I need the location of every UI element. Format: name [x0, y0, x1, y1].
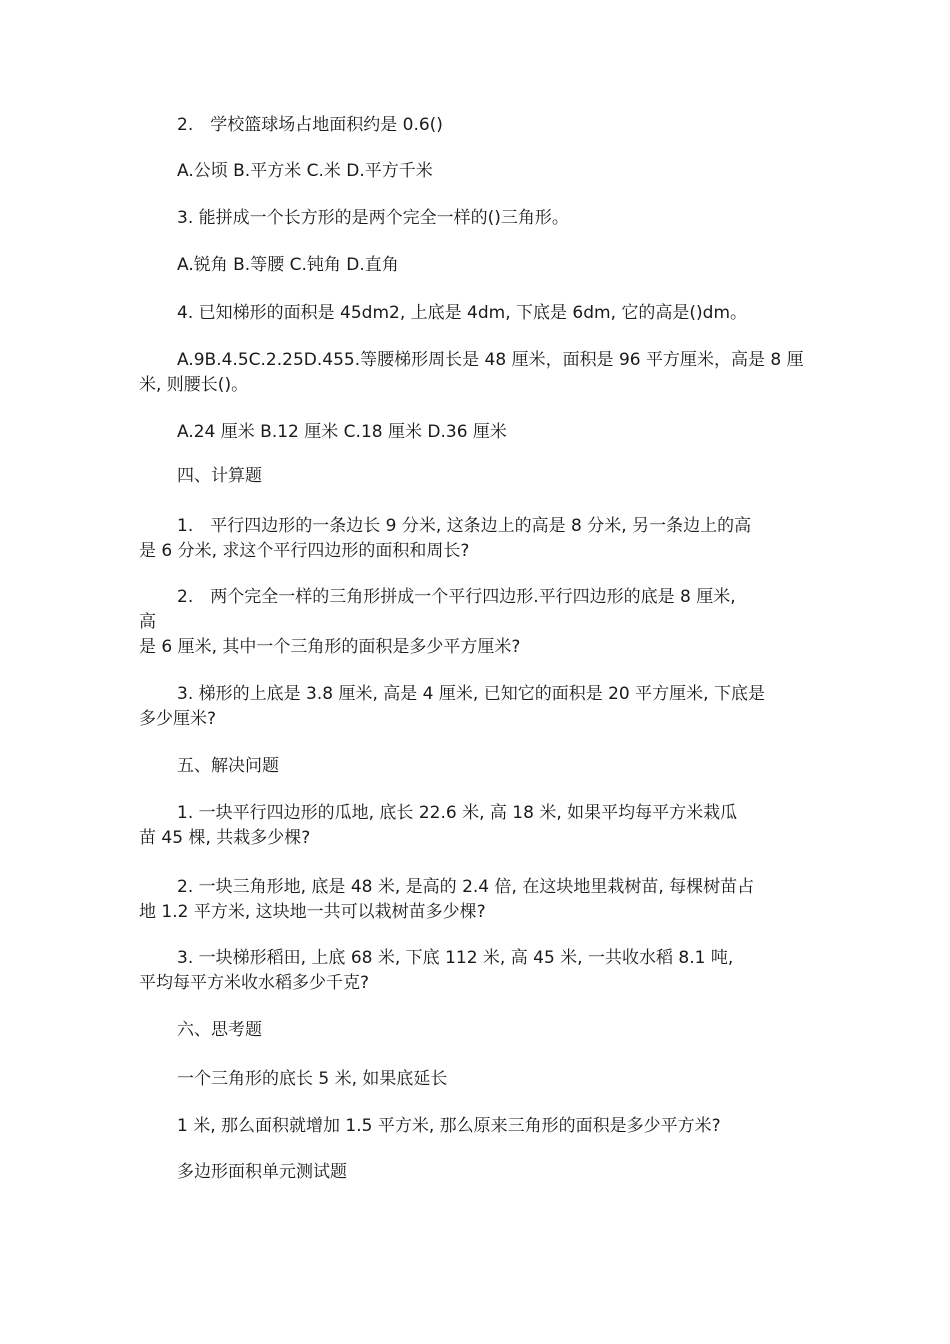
text-line: A.公顷 B.平方米 C.米 D.平方千米: [177, 161, 433, 181]
question-2-basketball-court: [139, 113, 823, 138]
calc-2-triangles: [139, 585, 823, 660]
question-2-options: [139, 159, 823, 184]
section-heading-calculation: [139, 464, 823, 489]
section-heading-problem-solving: [139, 754, 823, 779]
text-line: 六、思考题: [177, 1020, 262, 1040]
text-line: A.9B.4.5C.2.25D.455.等腰梯形周长是 48 厘米，面积是 96 平方厘米，高是 8 厘: [177, 350, 804, 370]
text-line: 4. 已知梯形的面积是 45dm2, 上底是 4dm, 下底是 6dm, 它的高是()dm。: [177, 303, 748, 323]
text-line: 多少厘米?: [139, 709, 217, 729]
text-line: 五、解决问题: [177, 756, 279, 776]
text-line: A.锐角 B.等腰 C.钝角 D.直角: [177, 255, 399, 275]
document-title: [139, 1160, 823, 1185]
text-line: 1 米, 那么面积就增加 1.5 平方米, 那么原来三角形的面积是多少平方米?: [177, 1116, 721, 1136]
text-line: 3. 能拼成一个长方形的是两个完全一样的()三角形。: [177, 208, 569, 228]
question-4-trapezoid-height: [139, 301, 823, 326]
text-line: 苗 45 棵, 共栽多少棵?: [139, 828, 311, 848]
question-3-rectangle: [139, 206, 823, 231]
text-line: 米, 则腰长()。: [139, 375, 249, 395]
text-line: 3. 梯形的上底是 3.8 厘米, 高是 4 厘米, 已知它的面积是 20 平方厘米, 下底是: [177, 684, 765, 704]
question-3-options: [139, 253, 823, 278]
text-line: 2. 两个完全一样的三角形拼成一个平行四边形.平行四边形的底是 8 厘米,: [177, 587, 736, 607]
problem-3-rice-field: [139, 946, 823, 996]
text-line: 地 1.2 平方米, 这块地一共可以栽树苗多少棵?: [139, 902, 486, 922]
text-line: 2. 学校篮球场占地面积约是 0.6(): [177, 115, 443, 135]
text-line: 高: [139, 612, 156, 632]
text-line: 3. 一块梯形稻田, 上底 68 米, 下底 112 米, 高 45 米, 一共收水稻 8.1 吨,: [177, 948, 734, 968]
question-5-options: [139, 420, 823, 445]
question-4-options-and-question-5: [139, 348, 823, 398]
text-line: 是 6 厘米, 其中一个三角形的面积是多少平方厘米?: [139, 637, 521, 657]
text-line: A.24 厘米 B.12 厘米 C.18 厘米 D.36 厘米: [177, 422, 507, 442]
calc-3-trapezoid: [139, 682, 823, 732]
text-line: 是 6 分米, 求这个平行四边形的面积和周长?: [139, 541, 470, 561]
problem-1-melon-field: [139, 801, 823, 851]
thinking-question-part-1: [139, 1067, 823, 1092]
text-line: 1. 一块平行四边形的瓜地, 底长 22.6 米, 高 18 米, 如果平均每平方米栽瓜: [177, 803, 738, 823]
calc-1-parallelogram: [139, 514, 823, 564]
thinking-question-part-2: [139, 1114, 823, 1139]
text-line: 1. 平行四边形的一条边长 9 分米, 这条边上的高是 8 分米, 另一条边上的高: [177, 516, 752, 536]
text-line: 多边形面积单元测试题: [177, 1162, 347, 1182]
text-line: 一个三角形的底长 5 米, 如果底延长: [177, 1069, 448, 1089]
text-line: 平均每平方米收水稻多少千克?: [139, 973, 370, 993]
problem-2-triangle-land: [139, 875, 823, 925]
text-line: 四、计算题: [177, 466, 262, 486]
section-heading-thinking: [139, 1018, 823, 1043]
text-line: 2. 一块三角形地, 底是 48 米, 是高的 2.4 倍, 在这块地里栽树苗, 每棵树苗占: [177, 877, 755, 897]
